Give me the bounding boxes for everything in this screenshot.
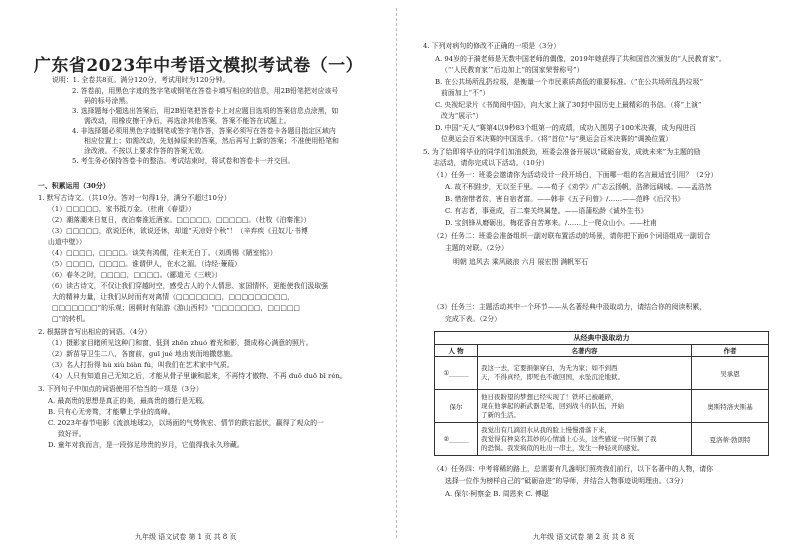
- table-header-person: 人 物: [435, 345, 478, 357]
- task-line: 选择一位作为榜样自己的“砥砺奋进”的导师，并结合人物事迹说明理由。（3分）: [445, 477, 688, 485]
- option-line: D. 宝剑锋从磨砺出，梅花香自苦寒来。/……上一爬众山小。——杜甫: [445, 219, 657, 227]
- question-line: 3. 下列句子中加点的词语使用不恰当的一项是（3分）: [38, 385, 203, 393]
- content-cell: [478, 390, 692, 423]
- author-cell: 奥斯特洛夫斯基: [692, 390, 769, 423]
- question-line: 2. 根据拼音写出相应的词语。（4分）: [38, 328, 152, 336]
- option-line: （“‘人民教育家’”后边加上“的国家荣誉称号”）: [441, 66, 584, 74]
- option-line: D. 中国“天人”赛第4以9秒83个组第一的成绩，成功入围男子100米决赛，成为闯进百: [435, 124, 696, 132]
- person-cell: 保尔: [435, 390, 478, 423]
- content-cell: [478, 423, 692, 456]
- question-line: □”的转机。: [52, 315, 90, 323]
- question-line: （3）名人打扮得 hù xiù biàn fú，叫我们在艺术家中气质。: [48, 361, 234, 369]
- question-line: （1）摄影家目睹所见这种门和窗，低到 zhēn zhuó 着光和影，摄成称心满意的照片。: [48, 339, 313, 347]
- author-cell: 吴承恩: [692, 357, 769, 390]
- content-line: 的恐惧。我发疯似的吐出一串土，发生一种轻灵的感觉。: [481, 443, 644, 452]
- content-line: 天，不得真经，即死也不敢回国，永坠沉沦地狱。: [481, 373, 624, 381]
- instruction-line: 3. 选择题每小题选出答案后，用2B铅笔把答卷卡上对应题目选项的答案信息点涂黑，如: [72, 107, 339, 115]
- question-line: 4. 下列对病句的修改不正确的一项是（3分）: [423, 42, 561, 50]
- author-cell: 夏洛蒂·勃朗特: [692, 423, 769, 456]
- content-line: 了新的生活。: [481, 410, 520, 419]
- table-header-author: 作者: [692, 345, 769, 357]
- option-line: C. 有志者，事竟成，百二秦关终属楚。——语蒲松龄《诚外生书》: [445, 207, 648, 215]
- answer-blank[interactable]: ②______: [435, 423, 478, 456]
- word-bank: 明朝 追风去 乘风破浪 六月 展宏图 满帆军石: [453, 258, 588, 266]
- page-2: [397, 0, 794, 550]
- instruction-line: 5. 考生务必保持答卷卡的整洁。考试结束时，将试卷和答卷卡一并交回。: [72, 157, 295, 165]
- table-header-content: 名著内容: [478, 345, 692, 357]
- page-footer: 九年级 语文试卷 第 2 页 共 8 页: [533, 533, 635, 541]
- question-line: 大的精神力量，让我们从时而有对离情（□□□□□□□，□□□□□□□□□，: [52, 293, 294, 301]
- option-line: C. 2023年春节电影《流浪地球2》，以场面的气势恢宏、情节的跌宕起伏，赢得了观众的一: [48, 419, 324, 427]
- task-line: 完成下表。（2分）: [445, 315, 502, 323]
- instruction-line: 4. 非选择题必须用黑色字迹钢笔或签字笔作答，答案必须写在答卷卡各题目指定区域内: [72, 127, 336, 135]
- table-row: [435, 390, 769, 423]
- question-line: （6）春冬之时，□□□□，□□□□。（郦道元《三峡》）: [48, 271, 222, 279]
- question-line: □□□□□□□”的乐观；困顿时有陆游《游山西村》“□□□□□□□，□□□□□: [52, 304, 300, 312]
- instruction-line: 说明：1. 全卷共8页。满分120分，考试用时为120分钟。: [52, 76, 230, 84]
- instruction-line: 相应位置上；如需改动，先划掉原来的答案，然后再写上新的答案；不准使用铅笔和: [84, 137, 339, 145]
- instruction-line: 2. 答卷前，用黑色字迹的签字笔或钢笔在答卷卡填写相应的信息，用2B铅笔把对应该号: [72, 87, 339, 95]
- content-line: 现在他拿起的新武器是笔，回到战斗的队伍，开始: [481, 401, 624, 410]
- task-line: （3）任务三：主题活动其中一个环节——从名著经典中汲取动力，请结合你的阅读积累，: [433, 303, 707, 311]
- question-line: 5. 为了给即将毕业的同学们加油鼓劲，班委会准备开展以“砥砺奋发，成就未来”为主题的励: [423, 148, 701, 156]
- table-caption: 从经典中汲取动力: [435, 332, 769, 345]
- table-row: [435, 357, 769, 390]
- option-line: A. 最高贵的思想是真正的美，最高贵的德行是无瑕。: [48, 397, 209, 405]
- exam-title: 广东省2023年中考语文模拟考试卷（一）: [33, 56, 364, 76]
- option-line: C. 央视纪录片《书简阅中国》，向大家上演了30封中国历史上最精彩的书信。（将“上演”: [435, 101, 702, 109]
- classics-table: [434, 331, 769, 456]
- content-line: 我觉得有种莫名其妙的心情涌上心头，这些感觉一时压倒了我: [481, 434, 657, 443]
- answer-blank[interactable]: ①______: [435, 357, 478, 390]
- content-line: 他日夜盼望的梦想已经实现了！铁环已被砸碎，: [481, 392, 618, 401]
- question-line: （6）读古诗文，不仅让我们穿越时空，感受古人的个人情思、家国情怀，更能使我们汲取强: [48, 282, 329, 290]
- option-line: A. 故不积跬步，无以至千里。——荀子《劝学》/广志云扬帆，浩渺远阔城。——孟浩然: [445, 183, 712, 191]
- task-line: 主题的对联。（2分）: [445, 244, 508, 252]
- instruction-line: 涂改液。不按以上要求作答的答案无效。: [84, 147, 209, 155]
- instruction-line: 需改动，用橡皮擦干净后，再选涂其他答案，答案不能答在试题上。: [84, 117, 291, 125]
- option-line: 前面加上“不”）: [441, 89, 490, 97]
- option-line: B. 惜宿惜者贫，害自宿者富。——韩非《五子问曾》/……——范晔《后汉书》: [445, 195, 685, 203]
- option-line: D. 童年对我而言，是一段弥足珍贵的岁月，它值得我永久珍藏。: [48, 441, 244, 449]
- option-line: B. 在公共场所乱扔垃圾，是衡量一个市民素质高低的重要标准。（“在公共场所乱扔垃圾”: [435, 78, 703, 86]
- option-line: 位奥运会百米决赛的中国选手。（将“首位”与“奥运会百米决赛的”调换位置）: [441, 135, 673, 143]
- option-line: A. 保尔·柯察金 B. 周恩来 C. 傅聪: [445, 490, 549, 498]
- question-line: （2）新苗导卫生二八，各窗前，guī jué 地由衷而地撒慈施。: [48, 350, 237, 358]
- task-line: （1）任务一：班委会邀请你为活动设计一段开场白，下面哪一组的名言最适宜引用？（2分）: [433, 171, 718, 179]
- question-line: （5）□□□□，□□□□。谁谓伊人，在水之湄。（诗经·蒹葭）: [48, 260, 242, 268]
- question-line: （4）人只有知道自己无知之后，才能从骨子里谦和起来，不再恃才傲物、不再 duō duō bī rén。: [48, 372, 347, 380]
- question-line: 志活动，请你完成以下活动。（10分）: [433, 159, 549, 167]
- content-line: 我觉出有几滴泪水从我的脸上慢慢滑落下来，: [481, 425, 611, 434]
- question-line: （3）□□□□□，欲说还休，欲说还休，却道“天凉好个秋”！（辛弃疾《丑奴儿·书博: [48, 227, 308, 235]
- content-cell: [478, 357, 692, 390]
- question-line: 山道中壁》）: [48, 238, 86, 246]
- question-line: （4）□□□□，□□□□。谈笑有鸿儒，往来无白丁。（刘禹锡《陋室铭》）: [48, 249, 277, 257]
- table-row: [435, 423, 769, 456]
- content-line: 我这一去，定要捐躯穿白，为无为家；如不到西: [481, 364, 618, 372]
- option-line: A. 94岁的于漪老师是无数中国老师的偶像，2019年她获得了共和国首次颁发的“人民教育家”。: [435, 55, 726, 63]
- option-line: 致好评。: [58, 430, 86, 438]
- option-line: B. 只有心无旁骛，才能攀上学业的高峰。: [48, 408, 175, 416]
- option-line: 改为“展示”）: [441, 112, 483, 120]
- instruction-line: 码的标号涂黑。: [84, 97, 133, 105]
- task-line: （4）任务四：中考将稀的路上，总需要有几盏明灯照亮我们前行，以下名著中的人物，请你: [433, 465, 714, 473]
- question-line: （1）□□□□□，家书抵万金。（杜甫《春望》）: [48, 205, 196, 213]
- question-line: 1. 默写古诗文。（共10分。答对一句得1分，满分不超过10分）: [38, 194, 231, 202]
- page-footer: 九年级 语文试卷 第 1 页 共 8 页: [135, 533, 237, 541]
- section-heading: 一、积累运用（30分）: [38, 182, 110, 190]
- task-line: （2）任务二：班委会准备组织一副对联布置活动的场景，请你把下面6个词语组成一副切合: [433, 232, 711, 240]
- question-line: （2）潮落潮来日复日，夜泊秦淮近酒家。□□□□□，□□□□□。（杜牧《泊秦淮》）: [48, 216, 311, 224]
